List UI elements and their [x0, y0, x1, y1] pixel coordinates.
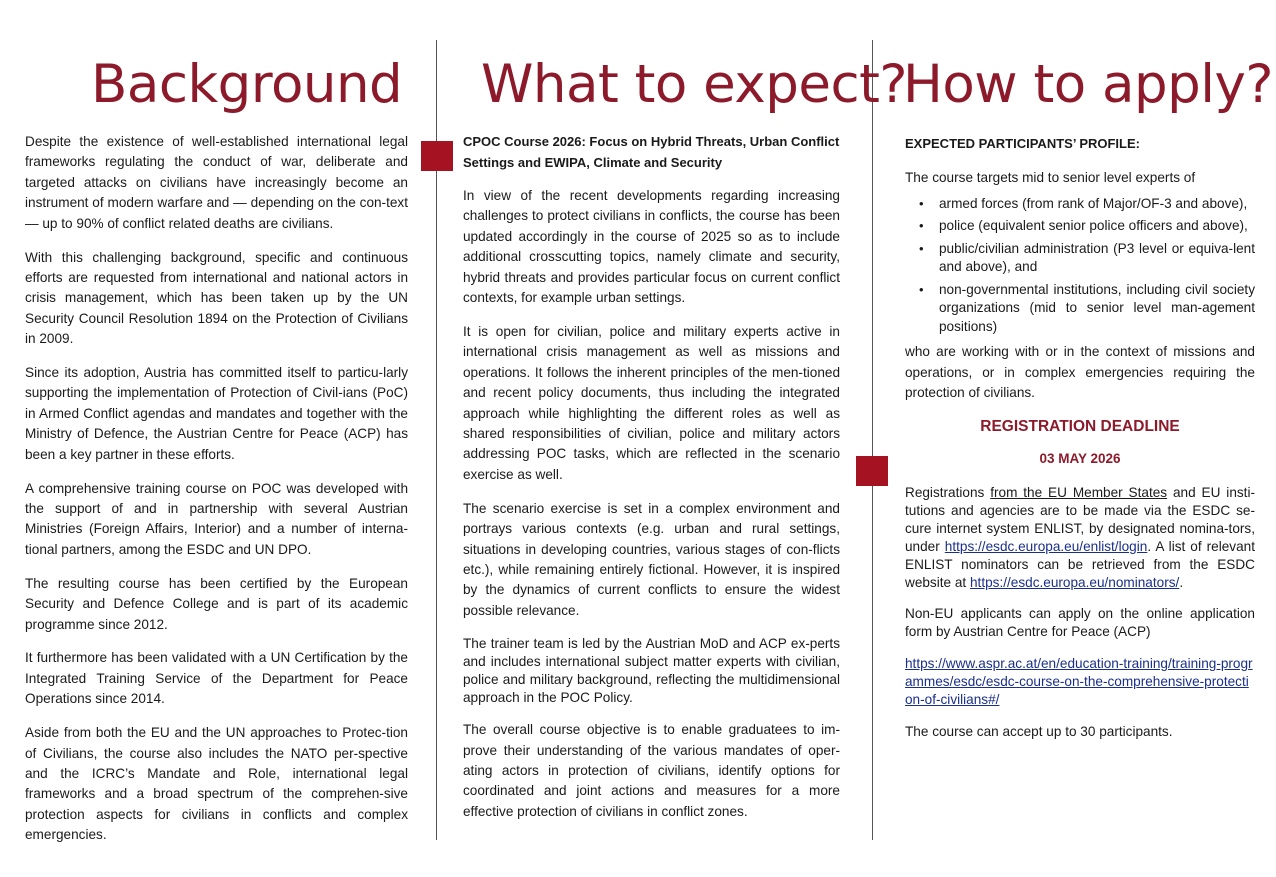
- column-divider-right: [872, 40, 873, 840]
- background-paragraph: Aside from both the EU and the UN approaches to Protec-tion of Civilians, the course also includes the NATO per-spective and the ICRC’s Mandate and Role, international legal frameworks and a broad spectrum of the comprehen-sive protection aspects for civilians in conflicts and complex emergencies.: [25, 725, 408, 843]
- expect-paragraph: The trainer team is led by the Austrian MoD and ACP ex-perts and includes international subject matter experts with civilian, police and military background, reflecting the multidimensional approach in the POC Policy.: [463, 635, 840, 705]
- deadline-label: REGISTRATION DEADLINE: [980, 418, 1180, 436]
- non-eu-paragraph: Non-EU applicants can apply on the online application form by Austrian Centre for Peace (ACP): [905, 606, 1255, 640]
- background-paragraph: Despite the existence of well-established international legal frameworks regulating the conduct of war, deliberate and targeted attacks on civilians have increasingly become an instrument of modern warfare and — depending on the con-text — up to 90% of conflict related deaths are civilians.: [25, 134, 408, 231]
- profile-title: EXPECTED PARTICIPANTS’ PROFILE:: [905, 136, 1140, 151]
- expect-paragraph: In view of the recent developments regarding increasing challenges to protect civilians in conflicts, the course has been updated accordingly in the course of 2025 so as to include additional crosscutting topics, namely climate and security, hybrid threats and provides particular focus on current conflict contexts, for example urban settings.: [463, 188, 840, 306]
- apply-heading: How to apply?: [903, 54, 1274, 115]
- registration-text: .: [1179, 574, 1184, 590]
- registration-text: . A list of relevant ENLIST nominators can be retrieved from the ESDC website at: [905, 538, 1255, 590]
- profile-list-item: • armed forces (from rank of Major/OF-3 and above),: [939, 195, 1255, 214]
- background-paragraph: A comprehensive training course on POC was developed with the support of and in partnership with several Austrian Ministries (Foreign Affairs, Interior) and a number of interna-tional partners, among the ESDC and UN DPO.: [25, 480, 408, 557]
- expect-paragraph: The scenario exercise is set in a complex environment and portrays various contexts (e.g. urban and rural settings, situations in developing countries, various stages of con-flicts etc.), while remaining entirely fictional. However, it is inspired by the dynamics of current conflicts to ensure the widest possible relevance.: [463, 500, 840, 618]
- section-marker-right: [856, 456, 888, 486]
- registration-paragraph: [905, 484, 1255, 592]
- expect-paragraph: It is open for civilian, police and military experts active in international crisis management as well as missions and operations. It follows the inherent principles of the men-tioned and recent policy documents, thus including the integrated approach while highlighting the different roles as well as shared responsibilities of civilian, police and military actors addressing POC tasks, which are reflected in the scenario exercise as well.: [463, 323, 840, 482]
- profile-list: [905, 195, 1255, 337]
- expect-heading: What to expect?: [481, 54, 907, 115]
- application-form-paragraph: [905, 655, 1255, 709]
- background-paragraph: With this challenging background, specific and continuous efforts are requested from international and national actors in crisis management, which has been taken up by the UN Security Council Resolution 1894 on the Protection of Civilians in 2009.: [25, 249, 408, 347]
- profile-list-item: • non-governmental institutions, including civil society organizations (mid to senior level man-agement positions): [939, 281, 1255, 337]
- capacity-text: The course can accept up to 30 participants.: [905, 724, 1173, 740]
- application-form-link[interactable]: https://www.aspr.ac.at/en/education-training/training-programmes/esdc/esdc-course-on-the-comprehensive-protection-of-civilians#/: [905, 655, 1253, 707]
- profile-intro: The course targets mid to senior level experts of: [905, 170, 1196, 186]
- expect-paragraph: The overall course objective is to enable graduatees to im-prove their understanding of the various mandates of oper-ating actors in protection of civilians, identify options for coordinated and joint actions and measures for a more effective protection of civilians in conflict zones.: [463, 722, 840, 819]
- deadline-date: 03 MAY 2026: [1039, 451, 1121, 467]
- profile-outro: who are working with or in the context of missions and operations, or in complex emergencies requiring the protection of civilians.: [905, 344, 1255, 401]
- course-subtitle: CPOC Course 2026: Focus on Hybrid Threats, Urban Conflict Settings and EWIPA, Climate and Security: [463, 134, 840, 170]
- registration-text: Registrations: [905, 484, 991, 500]
- profile-list-item: • police (equivalent senior police officers and above),: [939, 217, 1255, 236]
- nominators-link[interactable]: https://esdc.europa.eu/nominators/: [969, 574, 1180, 590]
- enlist-login-link[interactable]: https://esdc.europa.eu/enlist/login: [944, 538, 1148, 554]
- background-body: [25, 132, 408, 859]
- registration-text: and EU insti-tutions and agencies are to be made via the ESDC se-cure internet system ENLIST, by designated nomina-tors, under: [905, 484, 1255, 554]
- eu-member-states-text: from the EU Member States: [990, 484, 1168, 500]
- expect-body: [463, 131, 840, 836]
- background-paragraph: The resulting course has been certified by the European Security and Defence College and is part of its academic programme since 2012.: [25, 575, 408, 632]
- background-paragraph: It furthermore has been validated with a UN Certification by the Integrated Training Service of the Department for Peace Operations since 2014.: [25, 650, 408, 707]
- apply-body: [905, 134, 1255, 756]
- background-heading: Background: [91, 54, 403, 115]
- profile-list-item: • public/civilian administration (P3 level or equiva-lent and above), and: [939, 240, 1255, 277]
- background-paragraph: Since its adoption, Austria has committed itself to particu-larly supporting the implementation of Protection of Civil-ians (PoC) in Armed Conflict agendas and mandates and together with the Ministry of Defence, the Austrian Centre for Peace (ACP) has been a key partner in these efforts.: [25, 365, 408, 462]
- section-marker-left: [421, 141, 453, 171]
